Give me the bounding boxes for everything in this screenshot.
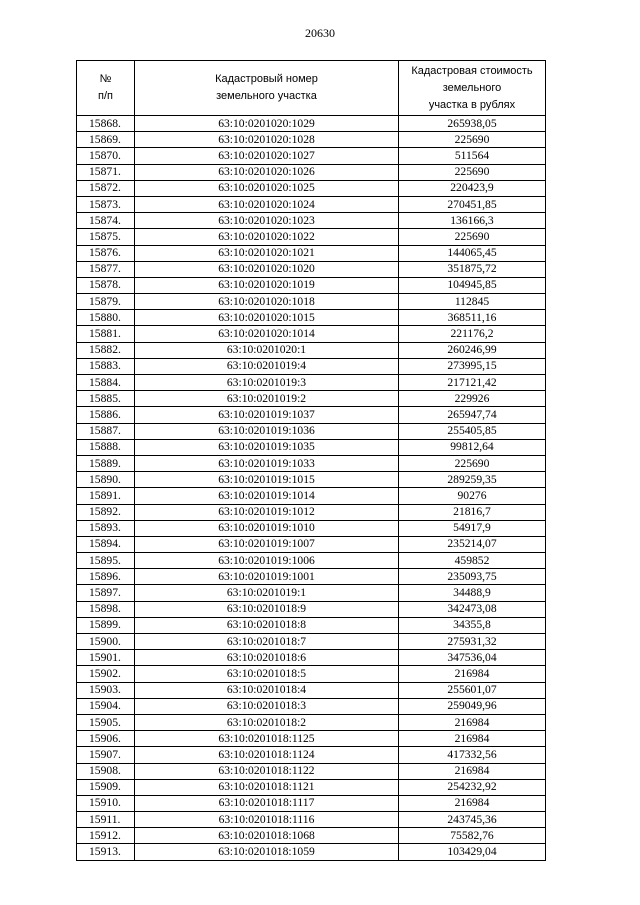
row-cadastral-value: 54917,9: [399, 520, 546, 536]
row-number: 15909.: [77, 779, 135, 795]
row-cadastral-number: 63:10:0201020:1014: [135, 326, 399, 342]
row-cadastral-value: 144065,45: [399, 245, 546, 261]
row-cadastral-value: 259049,96: [399, 698, 546, 714]
row-cadastral-number: 63:10:0201018:1122: [135, 763, 399, 779]
row-cadastral-number: 63:10:0201018:9: [135, 601, 399, 617]
row-cadastral-value: 34355,8: [399, 617, 546, 633]
header-value-line2: участка в рублях: [428, 98, 516, 111]
row-number: 15879.: [77, 294, 135, 310]
row-cadastral-number: 63:10:0201020:1021: [135, 245, 399, 261]
row-number: 15871.: [77, 164, 135, 180]
row-number: 15901.: [77, 650, 135, 666]
row-cadastral-value: 368511,16: [399, 310, 546, 326]
row-cadastral-number: 63:10:0201019:1001: [135, 569, 399, 585]
row-number: 15888.: [77, 439, 135, 455]
row-cadastral-value: 260246,99: [399, 342, 546, 358]
row-cadastral-value: 112845: [399, 294, 546, 310]
row-cadastral-number: 63:10:0201019:1036: [135, 423, 399, 439]
table-row: [77, 164, 546, 180]
row-cadastral-value: 90276: [399, 488, 546, 504]
row-number: 15898.: [77, 601, 135, 617]
row-number: 15900.: [77, 634, 135, 650]
row-number: 15873.: [77, 196, 135, 212]
row-number: 15908.: [77, 763, 135, 779]
row-number: 15895.: [77, 553, 135, 569]
table-row: [77, 812, 546, 828]
row-number: 15897.: [77, 585, 135, 601]
row-cadastral-value: 225690: [399, 455, 546, 471]
table-row: [77, 213, 546, 229]
row-cadastral-number: 63:10:0201020:1024: [135, 196, 399, 212]
row-cadastral-value: 21816,7: [399, 504, 546, 520]
row-cadastral-number: 63:10:0201019:1: [135, 585, 399, 601]
table-row: [77, 828, 546, 844]
row-number: 15883.: [77, 358, 135, 374]
row-cadastral-value: 255601,07: [399, 682, 546, 698]
table-row: [77, 310, 546, 326]
table-row: [77, 245, 546, 261]
table-row: [77, 601, 546, 617]
table-row: [77, 391, 546, 407]
row-cadastral-number: 63:10:0201019:1033: [135, 455, 399, 471]
row-number: 15875.: [77, 229, 135, 245]
table-row: [77, 779, 546, 795]
row-cadastral-number: 63:10:0201019:1006: [135, 553, 399, 569]
row-cadastral-number: 63:10:0201018:1068: [135, 828, 399, 844]
table-row: [77, 650, 546, 666]
row-cadastral-value: 270451,85: [399, 196, 546, 212]
row-cadastral-value: 99812,64: [399, 439, 546, 455]
table-row: [77, 536, 546, 552]
table-row: [77, 180, 546, 196]
row-cadastral-number: 63:10:0201020:1019: [135, 277, 399, 293]
row-cadastral-number: 63:10:0201018:1124: [135, 747, 399, 763]
row-cadastral-number: 63:10:0201018:5: [135, 666, 399, 682]
row-number: 15904.: [77, 698, 135, 714]
table-row: [77, 617, 546, 633]
row-cadastral-value: 254232,92: [399, 779, 546, 795]
row-cadastral-value: 229926: [399, 391, 546, 407]
row-cadastral-number: 63:10:0201020:1018: [135, 294, 399, 310]
row-number: 15892.: [77, 504, 135, 520]
row-cadastral-value: 235093,75: [399, 569, 546, 585]
row-number: 15872.: [77, 180, 135, 196]
row-cadastral-value: 221176,2: [399, 326, 546, 342]
row-cadastral-value: 511564: [399, 148, 546, 164]
table-row: [77, 439, 546, 455]
row-cadastral-value: 217121,42: [399, 375, 546, 391]
row-number: 15889.: [77, 455, 135, 471]
row-number: 15906.: [77, 731, 135, 747]
row-number: 15869.: [77, 132, 135, 148]
row-cadastral-value: 275931,32: [399, 634, 546, 650]
table-header: [77, 61, 546, 116]
table-row: [77, 682, 546, 698]
row-cadastral-value: 459852: [399, 553, 546, 569]
row-number: 15893.: [77, 520, 135, 536]
table-row: [77, 277, 546, 293]
row-number: 15882.: [77, 342, 135, 358]
row-number: 15870.: [77, 148, 135, 164]
row-cadastral-number: 63:10:0201018:7: [135, 634, 399, 650]
row-number: 15885.: [77, 391, 135, 407]
row-cadastral-number: 63:10:0201019:1007: [135, 536, 399, 552]
row-cadastral-value: 216984: [399, 795, 546, 811]
row-cadastral-value: 347536,04: [399, 650, 546, 666]
row-cadastral-number: 63:10:0201019:1010: [135, 520, 399, 536]
row-cadastral-value: 265938,05: [399, 116, 546, 132]
page-number: 20630: [305, 26, 335, 40]
header-cadastral-line1: Кадастровый номер: [215, 73, 318, 85]
row-number: 15880.: [77, 310, 135, 326]
row-cadastral-number: 63:10:0201019:1014: [135, 488, 399, 504]
row-number: 15868.: [77, 116, 135, 132]
table-row: [77, 504, 546, 520]
header-cadastral-value: [399, 61, 546, 116]
row-cadastral-number: 63:10:0201019:1037: [135, 407, 399, 423]
row-cadastral-value: 417332,56: [399, 747, 546, 763]
table-row: [77, 423, 546, 439]
row-number: 15905.: [77, 714, 135, 730]
row-cadastral-number: 63:10:0201018:4: [135, 682, 399, 698]
table-row: [77, 747, 546, 763]
row-cadastral-number: 63:10:0201019:1012: [135, 504, 399, 520]
table-row: [77, 261, 546, 277]
row-cadastral-number: 63:10:0201020:1025: [135, 180, 399, 196]
row-cadastral-number: 63:10:0201018:1059: [135, 844, 399, 860]
row-cadastral-value: 216984: [399, 666, 546, 682]
row-cadastral-value: 225690: [399, 164, 546, 180]
row-cadastral-value: 75582,76: [399, 828, 546, 844]
table-row: [77, 196, 546, 212]
row-number: 15876.: [77, 245, 135, 261]
table-row: [77, 763, 546, 779]
row-cadastral-number: 63:10:0201019:1015: [135, 472, 399, 488]
row-cadastral-value: 216984: [399, 714, 546, 730]
row-number: 15899.: [77, 617, 135, 633]
header-row: [77, 61, 546, 116]
row-number: 15912.: [77, 828, 135, 844]
table-row: [77, 714, 546, 730]
row-number: 15878.: [77, 277, 135, 293]
row-number: 15877.: [77, 261, 135, 277]
row-number: 15911.: [77, 812, 135, 828]
table-row: [77, 520, 546, 536]
row-cadastral-value: 104945,85: [399, 277, 546, 293]
row-number: 15910.: [77, 795, 135, 811]
row-cadastral-number: 63:10:0201019:4: [135, 358, 399, 374]
row-cadastral-number: 63:10:0201018:1117: [135, 795, 399, 811]
table-row: [77, 132, 546, 148]
row-number: 15891.: [77, 488, 135, 504]
row-cadastral-value: 34488,9: [399, 585, 546, 601]
row-number: 15902.: [77, 666, 135, 682]
row-number: 15890.: [77, 472, 135, 488]
row-number: 15913.: [77, 844, 135, 860]
table-row: [77, 294, 546, 310]
header-number-line1: №: [99, 73, 112, 85]
row-cadastral-value: 220423,9: [399, 180, 546, 196]
row-cadastral-number: 63:10:0201019:3: [135, 375, 399, 391]
row-cadastral-number: 63:10:0201018:1125: [135, 731, 399, 747]
header-number-line2: п/п: [98, 90, 113, 102]
row-cadastral-value: 289259,35: [399, 472, 546, 488]
row-number: 15886.: [77, 407, 135, 423]
row-cadastral-number: 63:10:0201018:2: [135, 714, 399, 730]
row-cadastral-number: 63:10:0201020:1022: [135, 229, 399, 245]
row-number: 15896.: [77, 569, 135, 585]
table-row: [77, 326, 546, 342]
table-body: [77, 116, 546, 861]
row-cadastral-number: 63:10:0201020:1023: [135, 213, 399, 229]
row-number: 15907.: [77, 747, 135, 763]
row-number: 15894.: [77, 536, 135, 552]
table-row: [77, 795, 546, 811]
row-number: 15881.: [77, 326, 135, 342]
table-row: [77, 488, 546, 504]
row-cadastral-number: 63:10:0201020:1015: [135, 310, 399, 326]
table-row: [77, 342, 546, 358]
table-row: [77, 666, 546, 682]
table-row: [77, 407, 546, 423]
row-cadastral-value: 225690: [399, 132, 546, 148]
row-cadastral-number: 63:10:0201020:1028: [135, 132, 399, 148]
header-cadastral-line2: земельного участка: [216, 90, 317, 102]
table-row: [77, 569, 546, 585]
row-cadastral-number: 63:10:0201019:1035: [135, 439, 399, 455]
row-cadastral-number: 63:10:0201018:3: [135, 698, 399, 714]
row-cadastral-value: 255405,85: [399, 423, 546, 439]
header-cadastral-number: [135, 61, 399, 116]
row-cadastral-number: 63:10:0201020:1020: [135, 261, 399, 277]
row-cadastral-value: 235214,07: [399, 536, 546, 552]
table-row: [77, 731, 546, 747]
row-cadastral-number: 63:10:0201020:1026: [135, 164, 399, 180]
table-row: [77, 358, 546, 374]
row-number: 15903.: [77, 682, 135, 698]
table-row: [77, 116, 546, 132]
row-cadastral-number: 63:10:0201018:6: [135, 650, 399, 666]
row-cadastral-value: 351875,72: [399, 261, 546, 277]
table-row: [77, 553, 546, 569]
header-number: [77, 61, 135, 116]
table-row: [77, 229, 546, 245]
row-cadastral-number: 63:10:0201018:1121: [135, 779, 399, 795]
row-cadastral-number: 63:10:0201018:8: [135, 617, 399, 633]
row-cadastral-value: 273995,15: [399, 358, 546, 374]
row-cadastral-value: 225690: [399, 229, 546, 245]
cadastral-table: [76, 60, 546, 861]
table-row: [77, 472, 546, 488]
row-cadastral-value: 103429,04: [399, 844, 546, 860]
row-cadastral-value: 136166,3: [399, 213, 546, 229]
table-row: [77, 455, 546, 471]
table-row: [77, 375, 546, 391]
row-cadastral-value: 216984: [399, 763, 546, 779]
row-cadastral-value: 216984: [399, 731, 546, 747]
row-cadastral-number: 63:10:0201018:1116: [135, 812, 399, 828]
row-number: 15884.: [77, 375, 135, 391]
row-cadastral-value: 243745,36: [399, 812, 546, 828]
row-cadastral-value: 342473,08: [399, 601, 546, 617]
row-cadastral-number: 63:10:0201020:1: [135, 342, 399, 358]
table-row: [77, 698, 546, 714]
table-row: [77, 844, 546, 860]
row-number: 15874.: [77, 213, 135, 229]
header-value-line1: Кадастровая стоимость земельного: [411, 64, 533, 94]
row-cadastral-number: 63:10:0201020:1029: [135, 116, 399, 132]
row-cadastral-number: 63:10:0201020:1027: [135, 148, 399, 164]
row-cadastral-value: 265947,74: [399, 407, 546, 423]
table-row: [77, 148, 546, 164]
row-cadastral-number: 63:10:0201019:2: [135, 391, 399, 407]
table-row: [77, 634, 546, 650]
row-number: 15887.: [77, 423, 135, 439]
table-row: [77, 585, 546, 601]
